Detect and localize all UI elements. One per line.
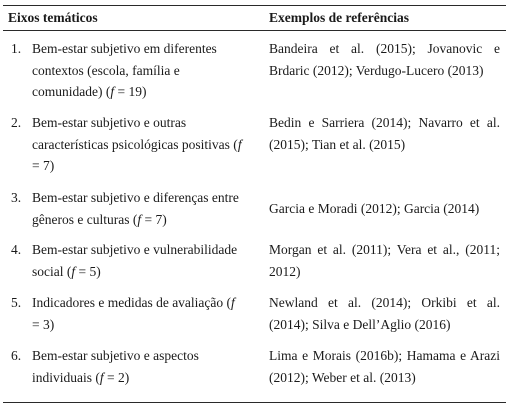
reference-line: Newland et al. (2014); Orkibi et al. — [269, 295, 500, 310]
frequency-value: = 7) — [141, 211, 167, 227]
references-cell — [269, 292, 500, 335]
reference-line: Bandeira et al. (2015); Jovanovic e — [269, 41, 500, 56]
references-cell — [269, 239, 500, 282]
row-number: 1. — [11, 41, 22, 56]
reference-line: Garcia e Moradi (2012); Garcia (2014) — [269, 201, 480, 216]
frequency-value: = 2) — [103, 369, 130, 385]
row-number: 3. — [11, 190, 22, 205]
reference-line: Morgan et al. (2011); Vera et al., (2011; — [269, 242, 500, 257]
frequency-symbol: f — [71, 263, 76, 279]
frequency-value: = 19) — [114, 84, 147, 99]
reference-line: (2014); Silva e Dell’Aglio (2016) — [269, 316, 451, 332]
table-header-rule — [3, 30, 506, 31]
frequency-value: = 7) — [32, 158, 55, 173]
row-number: 5. — [11, 295, 22, 310]
header-exemplos-referencias: Exemplos de referências — [269, 10, 409, 25]
frequency-symbol: f — [237, 136, 242, 152]
theme-text: Bem-estar subjetivo e vulnerabilidade social ( — [32, 242, 238, 279]
theme-text: Bem-estar subjetivo em diferentes contextos (escola, família e comunidade) ( — [32, 41, 217, 99]
reference-line: Brdaric (2012); Verdugo-Lucero (2013) — [269, 62, 484, 78]
reference-line: (2012); Weber et al. (2013) — [269, 369, 416, 385]
theme-cell — [32, 38, 242, 103]
references-cell — [269, 345, 500, 388]
theme-cell — [32, 187, 242, 230]
theme-cell — [32, 239, 242, 282]
references-cell — [269, 38, 500, 81]
frequency-symbol: f — [137, 211, 142, 227]
theme-text: Bem-estar subjetivo e aspectos individuais ( — [32, 348, 199, 385]
table-top-rule — [3, 5, 506, 6]
theme-text: Bem-estar subjetivo e outras características psicológicas positivas ( — [32, 115, 238, 152]
row-number: 6. — [11, 348, 22, 363]
theme-cell — [32, 292, 242, 335]
frequency-value: = 5) — [75, 263, 101, 279]
reference-line: Lima e Morais (2016b); Hamama e Arazi — [269, 348, 500, 363]
table-bottom-rule — [3, 402, 506, 403]
row-number: 4. — [11, 242, 22, 257]
references-cell — [269, 198, 500, 220]
frequency-value: = 3) — [32, 316, 55, 332]
reference-line: (2015); Tian et al. (2015) — [269, 136, 406, 152]
reference-line: Bedin e Sarriera (2014); Navarro et al. — [269, 115, 500, 130]
theme-cell — [32, 345, 242, 388]
references-cell — [269, 112, 500, 155]
frequency-symbol: f — [110, 84, 115, 99]
header-eixos-tematicos: Eixos temáticos — [8, 10, 98, 25]
frequency-symbol: f — [99, 369, 104, 385]
theme-text: Indicadores e medidas de avaliação ( — [32, 295, 232, 310]
theme-cell — [32, 112, 242, 177]
theme-text: Bem-estar subjetivo e diferenças entre gêneros e culturas ( — [32, 190, 239, 227]
reference-line: 2012) — [269, 263, 301, 279]
row-number: 2. — [11, 115, 22, 130]
frequency-symbol: f — [231, 295, 235, 310]
